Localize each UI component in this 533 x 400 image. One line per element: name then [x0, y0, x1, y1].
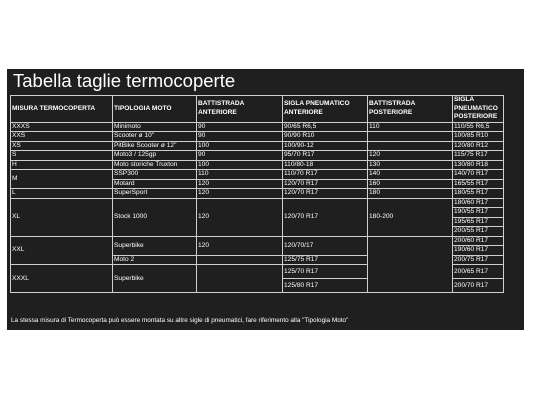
cell-sigla-anteriore: 120/70/17 [283, 236, 368, 255]
cell-sigla-anteriore: 110/70 R17 [283, 170, 368, 180]
cell-sigla-posteriore: 200/75 R17 [453, 255, 504, 265]
cell-battistrada-posteriore: 180-200 [368, 198, 453, 236]
cell-battistrada-anteriore: 120 [197, 179, 283, 189]
size-table [10, 95, 504, 293]
cell-battistrada-anteriore: 100 [197, 160, 283, 170]
cell-sigla-posteriore: 200/55 R17 [453, 227, 504, 237]
cell-misura: L [11, 189, 113, 199]
cell-sigla-anteriore: 125/70 R17 [283, 265, 368, 279]
cell-misura: H [11, 160, 113, 170]
header-battistrada-posteriore: BATTISTRADA POSTERIORE [368, 96, 453, 123]
cell-sigla-anteriore: 110/80-18 [283, 160, 368, 170]
cell-sigla-anteriore: 100/90-12 [283, 141, 368, 151]
table-row [11, 170, 504, 180]
cell-tipologia: SSP300 [113, 170, 197, 180]
cell-sigla-anteriore: 125/75 R17 [283, 255, 368, 265]
cell-tipologia: Moto3 / 125gp [113, 151, 197, 161]
cell-misura: XL [11, 198, 113, 236]
header-sigla-posteriore: SIGLA PNEUMATICO POSTERIORE [453, 96, 504, 123]
table-title: Tabella taglie termocoperte [13, 70, 236, 91]
cell-misura: XS [11, 141, 113, 151]
cell-sigla-anteriore: 120/70 R17 [283, 189, 368, 199]
cell-sigla-posteriore: 115/75 R17 [453, 151, 504, 161]
cell-battistrada-anteriore [197, 255, 283, 265]
cell-misura: XXS [11, 132, 113, 142]
cell-sigla-posteriore: 120/80 R12 [453, 141, 504, 151]
cell-battistrada-anteriore: 110 [197, 170, 283, 180]
cell-sigla-posteriore: 165/55 R17 [453, 179, 504, 189]
cell-battistrada-anteriore [197, 265, 283, 293]
table-header-row [11, 96, 504, 123]
cell-sigla-anteriore: 120/70 R17 [283, 198, 368, 236]
table-row [11, 160, 504, 170]
cell-battistrada-posteriore [368, 132, 453, 142]
cell-misura: XXXL [11, 265, 113, 293]
cell-battistrada-posteriore: 110 [368, 122, 453, 132]
cell-sigla-posteriore: 180/55 R17 [453, 189, 504, 199]
cell-battistrada-posteriore: 120 [368, 151, 453, 161]
cell-battistrada-anteriore: 90 [197, 151, 283, 161]
table-footnote: La stessa misura di Termocoperta può essere montata su altre sigle di pneumatici, fare riferimento alla "Tipologia Moto" [11, 317, 349, 324]
cell-sigla-posteriore: 200/60 R17 [453, 236, 504, 246]
cell-battistrada-posteriore [368, 236, 453, 293]
cell-battistrada-posteriore: 130 [368, 160, 453, 170]
cell-battistrada-anteriore: 100 [197, 141, 283, 151]
table-row [11, 151, 504, 161]
cell-sigla-posteriore: 100/85 R10 [453, 132, 504, 142]
cell-sigla-anteriore: 120/70 R17 [283, 179, 368, 189]
cell-battistrada-anteriore: 120 [197, 236, 283, 255]
table-row [11, 122, 504, 132]
header-misura: MISURA TERMOCOPERTA [11, 96, 113, 123]
cell-tipologia: Stock 1000 [113, 198, 197, 236]
header-sigla-anteriore: SIGLA PNEUMATICO ANTERIORE [283, 96, 368, 123]
header-tipologia: TIPOLOGIA MOTO [113, 96, 197, 123]
cell-sigla-posteriore: 110/55 R6,5 [453, 122, 504, 132]
cell-misura: XXXS [11, 122, 113, 132]
cell-battistrada-posteriore: 160 [368, 179, 453, 189]
cell-tipologia: Scooter ø 10" [113, 132, 197, 142]
cell-battistrada-posteriore: 180 [368, 189, 453, 199]
cell-sigla-anteriore: 95/70 R17 [283, 151, 368, 161]
cell-battistrada-posteriore: 140 [368, 170, 453, 180]
cell-battistrada-posteriore [368, 141, 453, 151]
table-row [11, 236, 504, 246]
cell-tipologia: Moto storiche Truxton [113, 160, 197, 170]
cell-sigla-posteriore: 190/55 R17 [453, 208, 504, 218]
cell-tipologia: Minimoto [113, 122, 197, 132]
cell-sigla-posteriore: 190/60 R17 [453, 246, 504, 256]
cell-battistrada-anteriore: 120 [197, 189, 283, 199]
cell-tipologia: Moto 2 [113, 255, 197, 265]
cell-sigla-anteriore: 90/65 R6,5 [283, 122, 368, 132]
header-battistrada-anteriore: BATTISTRADA ANTERIORE [197, 96, 283, 123]
cell-tipologia: Motard [113, 179, 197, 189]
cell-battistrada-anteriore: 90 [197, 122, 283, 132]
cell-tipologia: SuperSport [113, 189, 197, 199]
cell-tipologia: Superbike [113, 265, 197, 293]
cell-misura: XXL [11, 236, 113, 265]
table-container [10, 95, 504, 293]
cell-sigla-posteriore: 130/80 R18 [453, 160, 504, 170]
cell-misura: M [11, 170, 113, 189]
cell-sigla-posteriore: 195/65 R17 [453, 217, 504, 227]
cell-battistrada-anteriore: 120 [197, 198, 283, 236]
cell-tipologia: Superbike [113, 236, 197, 255]
cell-tipologia: PitBike Scooter ø 12" [113, 141, 197, 151]
table-row [11, 189, 504, 199]
cell-sigla-posteriore: 180/60 R17 [453, 198, 504, 208]
cell-sigla-anteriore: 90/90 R10 [283, 132, 368, 142]
table-row [11, 141, 504, 151]
table-row [11, 198, 504, 208]
cell-sigla-posteriore: 140/70 R17 [453, 170, 504, 180]
cell-sigla-anteriore: 125/80 R17 [283, 279, 368, 293]
cell-battistrada-anteriore: 90 [197, 132, 283, 142]
cell-sigla-posteriore: 200/65 R17 [453, 265, 504, 279]
table-row [11, 132, 504, 142]
size-table-panel [7, 69, 524, 330]
cell-sigla-posteriore: 200/70 R17 [453, 279, 504, 293]
cell-misura: S [11, 151, 113, 161]
